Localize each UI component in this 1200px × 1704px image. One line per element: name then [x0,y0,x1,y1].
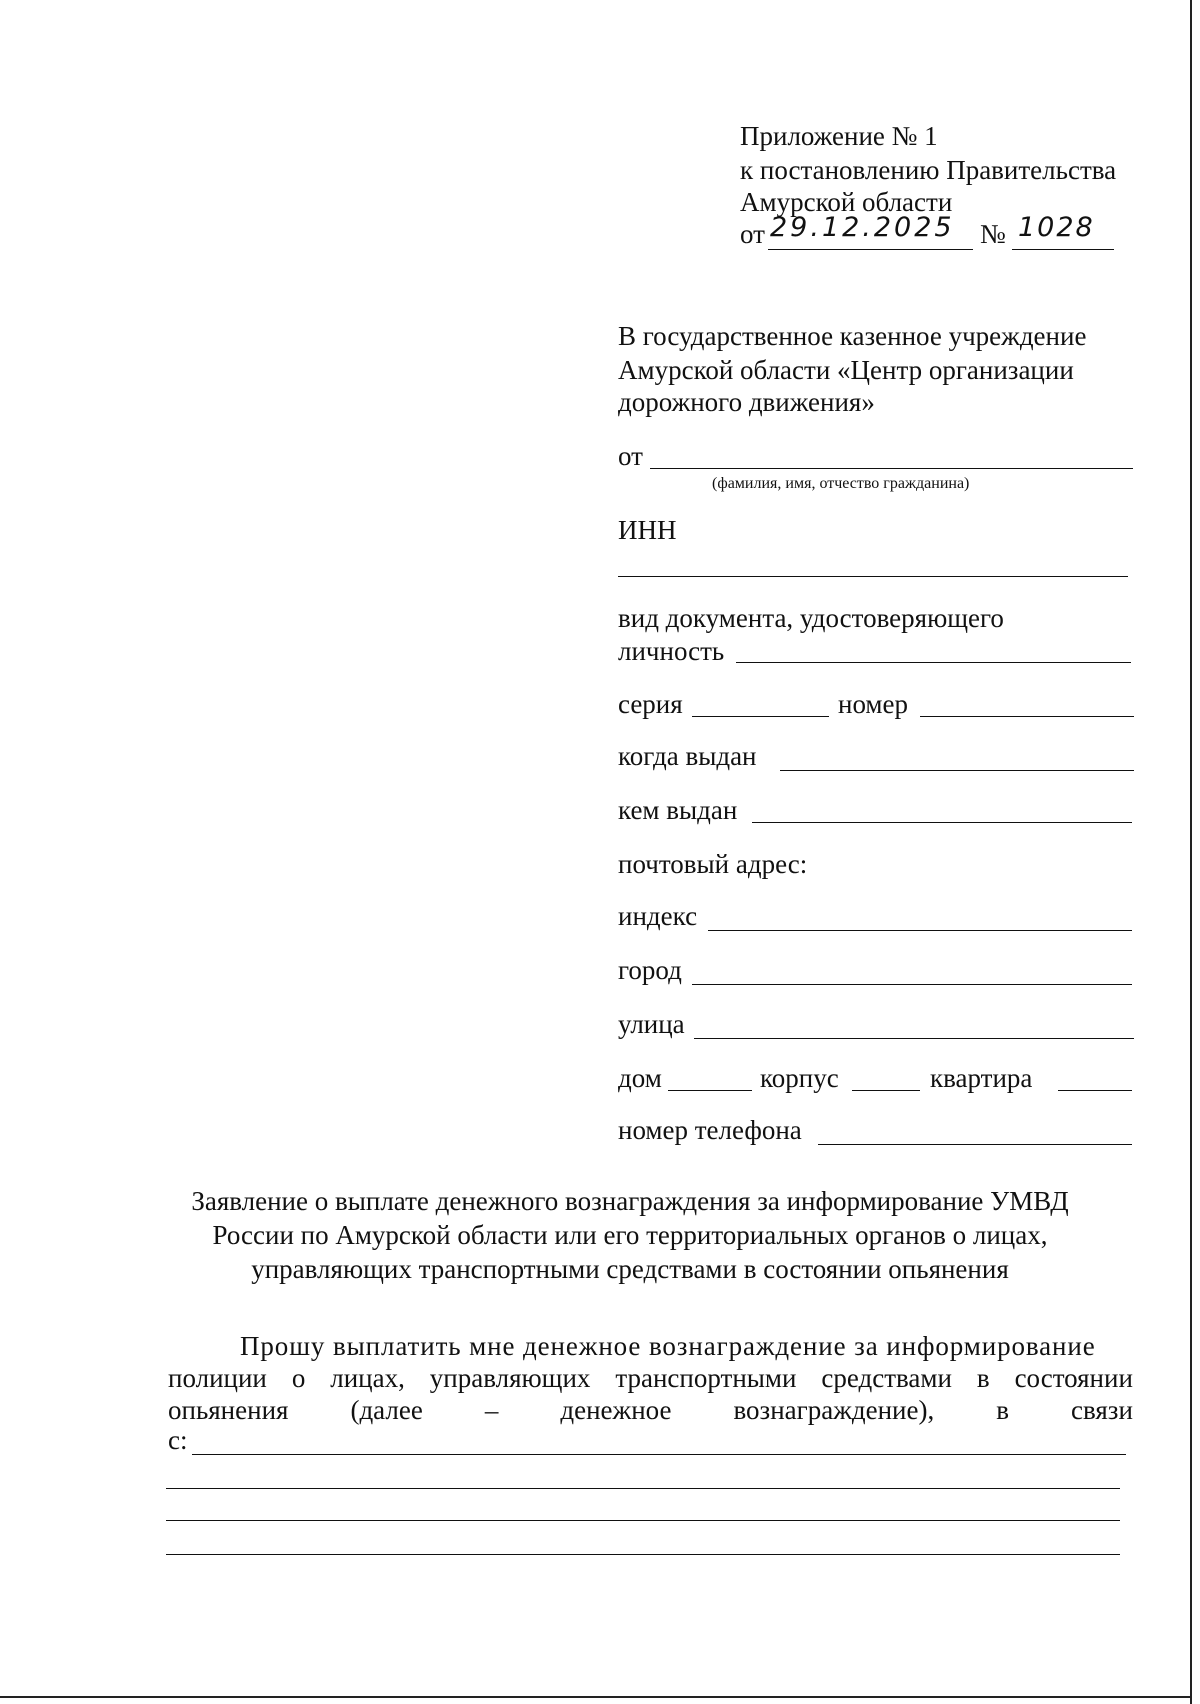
body-line-3 [168,1394,1133,1426]
inn-label: ИНН [618,515,677,545]
reason-field-line-3[interactable] [166,1520,1120,1521]
house-field[interactable] [668,1090,752,1091]
index-field[interactable] [708,930,1132,931]
appendix-region: Амурской области [740,187,953,217]
doc-type-label-line-1: вид документа, удостоверяющего [618,603,1004,633]
statement-title [150,1184,1110,1286]
appendix-resolution: к постановлению Правительства [740,155,1117,185]
applicant-name-hint: (фамилия, имя, отчество гражданина) [712,475,970,492]
number-label: номер [838,689,909,719]
word: управляющих [429,1363,591,1393]
body-line-2 [168,1362,1133,1394]
handwritten-number: 1028 [1018,212,1095,243]
addressee-line-1: В государственное казенное учреждение [618,321,1087,351]
index-label: индекс [618,901,698,931]
word: в [996,1395,1009,1425]
reason-field-line-1[interactable] [192,1454,1126,1455]
doc-type-field[interactable] [736,662,1131,663]
word: полиции [168,1363,267,1393]
inn-field[interactable] [618,576,1128,577]
word: вознаграждение), [733,1395,935,1425]
house-label: дом [618,1063,662,1093]
building-field[interactable] [852,1090,920,1091]
appendix-number-label: № [980,219,1006,249]
city-label: город [618,955,682,985]
word: в [976,1363,990,1393]
statement-title-line-2: России по Амурской области или его территориальных органов о лицах, [212,1220,1048,1250]
statement-title-line-1: Заявление о выплате денежного вознаграждения за информирование УМВД [191,1186,1069,1216]
page-edge-bottom [0,1696,1192,1698]
body-line-1-text: Прошу выплатить мне денежное вознаграждение за информирование [240,1331,1096,1361]
body-line-4-label: с: [168,1425,188,1455]
issued-when-label: когда выдан [618,741,757,771]
page-edge-right [1190,0,1192,1704]
word: – [484,1395,499,1425]
handwritten-date: 29.12.2025 [770,212,955,243]
issued-by-field[interactable] [752,822,1132,823]
body-line-1 [240,1330,1133,1362]
word: транспортными [615,1363,797,1393]
date-underline [768,249,973,250]
apartment-field[interactable] [1058,1090,1132,1091]
word: о [291,1363,306,1393]
phone-field[interactable] [818,1144,1132,1145]
word: средствами [821,1363,952,1393]
street-label: улица [618,1009,685,1039]
series-field[interactable] [692,716,829,717]
word: опьянения [168,1395,289,1425]
number-field[interactable] [920,716,1134,717]
word: состоянии [1014,1363,1133,1393]
applicant-name-field[interactable] [650,468,1133,469]
phone-label: номер телефона [618,1115,802,1145]
addressee-line-2: Амурской области «Центр организации [618,355,1074,385]
appendix-number: Приложение № 1 [740,121,938,151]
word: лицах, [330,1363,405,1393]
statement-title-line-3: управляющих транспортными средствами в состоянии опьянения [251,1254,1009,1284]
building-label: корпус [760,1063,839,1093]
postal-address-label: почтовый адрес: [618,849,808,879]
word: (далее [350,1395,423,1425]
issued-by-label: кем выдан [618,795,738,825]
number-underline [1012,249,1114,250]
addressee-line-3: дорожного движения» [618,387,875,417]
doc-type-label-line-2: личность [618,636,725,666]
issued-when-field[interactable] [780,770,1134,771]
city-field[interactable] [692,984,1132,985]
apartment-label: квартира [930,1063,1033,1093]
reason-field-line-2[interactable] [166,1488,1120,1489]
series-label: серия [618,689,683,719]
reason-field-line-4[interactable] [166,1554,1120,1555]
word: денежное [560,1395,672,1425]
word: связи [1071,1395,1133,1425]
street-field[interactable] [694,1038,1134,1039]
from-label: от [618,441,643,471]
appendix-date-label: от [740,219,765,249]
